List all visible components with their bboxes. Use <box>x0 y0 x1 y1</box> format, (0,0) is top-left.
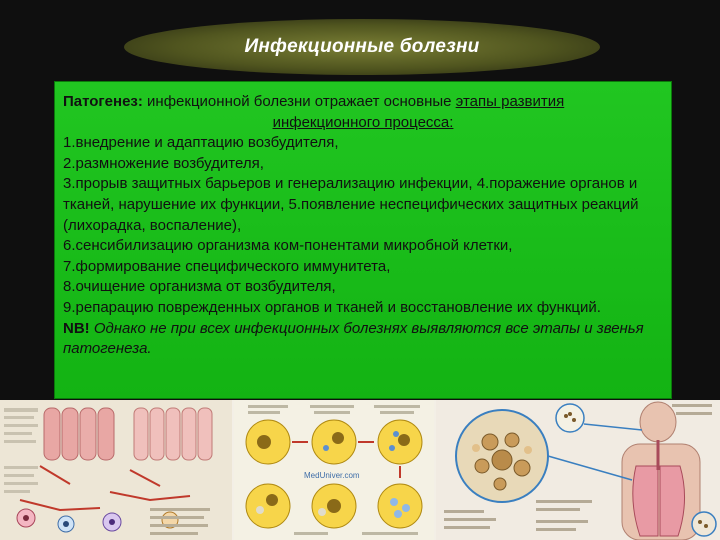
intestine-diagram-svg <box>0 400 232 540</box>
step-8: 8.очищение организма от возбудителя, <box>63 278 336 296</box>
step-6: 6.сенсибилизацию организма ком-понентами микробной клетки, <box>63 237 513 255</box>
step-2: 2.размножение возбудителя, <box>63 154 264 172</box>
illustration-strip <box>0 400 720 540</box>
nb-note <box>63 319 663 360</box>
phagocytosis-diagram-svg <box>234 400 434 540</box>
nb-label: NB! <box>63 319 90 337</box>
watermark: MedUniver.com <box>304 471 360 480</box>
phagocytosis-diagram <box>234 400 434 540</box>
cell-row-bottom <box>246 484 422 528</box>
lead-underlined-2: инфекционного процесса: <box>272 113 454 131</box>
content-box <box>54 81 672 399</box>
side-circle <box>692 512 716 536</box>
title-banner <box>124 19 600 75</box>
slide-title: Инфекционные болезни <box>244 36 480 57</box>
step-9: 9.репарацию поврежденных органов и тканей и восстановление их функций. <box>63 298 601 316</box>
lead-paragraph <box>63 92 663 113</box>
lead-label: Патогенез: <box>63 93 143 110</box>
step-7: 7.формирование специфического иммунитета, <box>63 257 391 275</box>
step-1: 1.внедрение и адаптацию возбудителя, <box>63 134 339 152</box>
nb-text: Однако не при всех инфекционных болезнях выявляются все этапы и звенья патогенеза. <box>63 319 644 358</box>
lead-text: инфекционной болезни отражает основные <box>142 93 456 110</box>
cell-row-top <box>246 420 422 464</box>
circular-zoom <box>456 410 548 502</box>
intestine-diagram <box>0 400 232 540</box>
lungs-diagram-svg <box>436 400 720 540</box>
small-circle <box>556 404 584 432</box>
step-3-5: 3.прорыв защитных барьеров и генерализацию инфекции, 4.поражение органов и тканей, нарушение их функции, 5.появление неспецифических защитных реакций (лихорадка, воспаление), <box>63 175 639 234</box>
lead-underlined-1: этапы развития <box>455 93 565 110</box>
lungs-diagram <box>436 400 720 540</box>
